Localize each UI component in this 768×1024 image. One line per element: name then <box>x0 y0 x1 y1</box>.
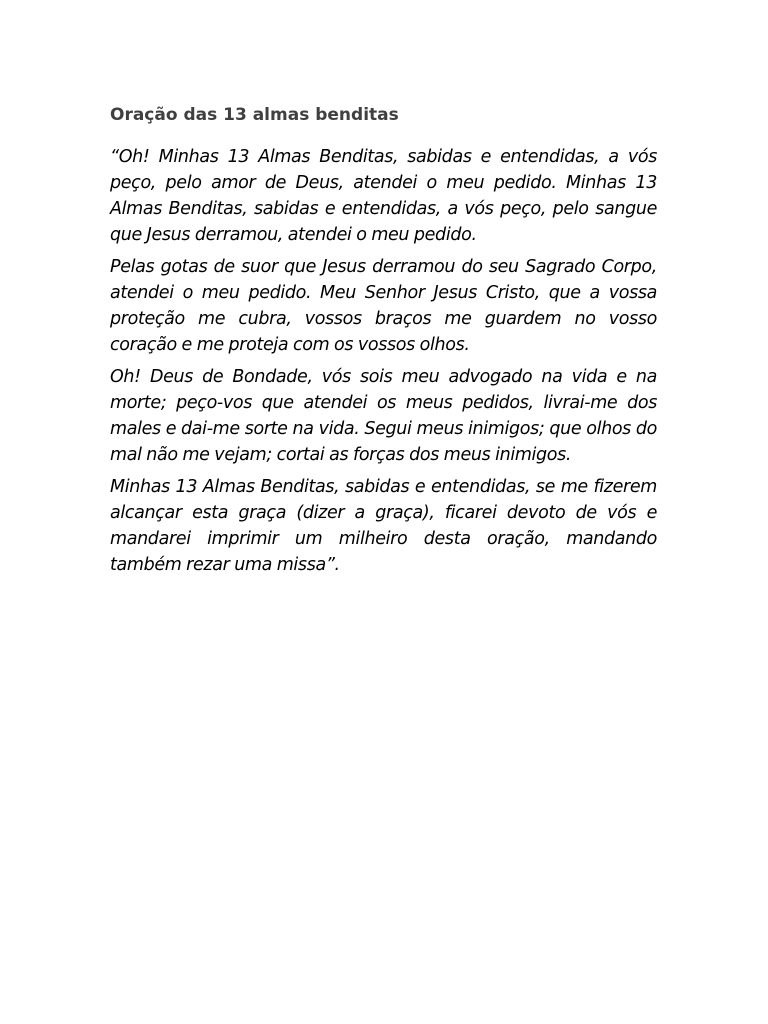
document-page <box>110 104 657 578</box>
document-title: Oração das 13 almas benditas <box>110 105 399 125</box>
prayer-paragraph-3: Oh! Deus de Bondade, vós sois meu advogado na vida e na morte; peço-vos que atendei os meus pedidos, livrai-me dos males e dai-me sorte na vida. Segui meus inimigos; que olhos do mal não me vejam; cortai as forças dos meus inimigos. <box>110 367 657 465</box>
prayer-paragraph-4: Minhas 13 Almas Benditas, sabidas e entendidas, se me fizerem alcançar esta graça (dizer a graça), ficarei devoto de vós e mandarei imprimir um milheiro desta oração, mandando também rezar uma missa”. <box>110 477 657 575</box>
prayer-paragraph-2: Pelas gotas de suor que Jesus derramou do seu Sagrado Corpo, atendei o meu pedido. Meu Senhor Jesus Cristo, que a vossa proteção me cubra, vossos braços me guardem no vosso coração e me proteja com os vossos olhos. <box>110 257 657 355</box>
prayer-paragraph-1: “Oh! Minhas 13 Almas Benditas, sabidas e entendidas, a vós peço, pelo amor de Deus, atendei o meu pedido. Minhas 13 Almas Benditas, sabidas e entendidas, a vós peço, pelo sangue que Jesus derramou, atendei o meu pedido. <box>110 147 657 245</box>
